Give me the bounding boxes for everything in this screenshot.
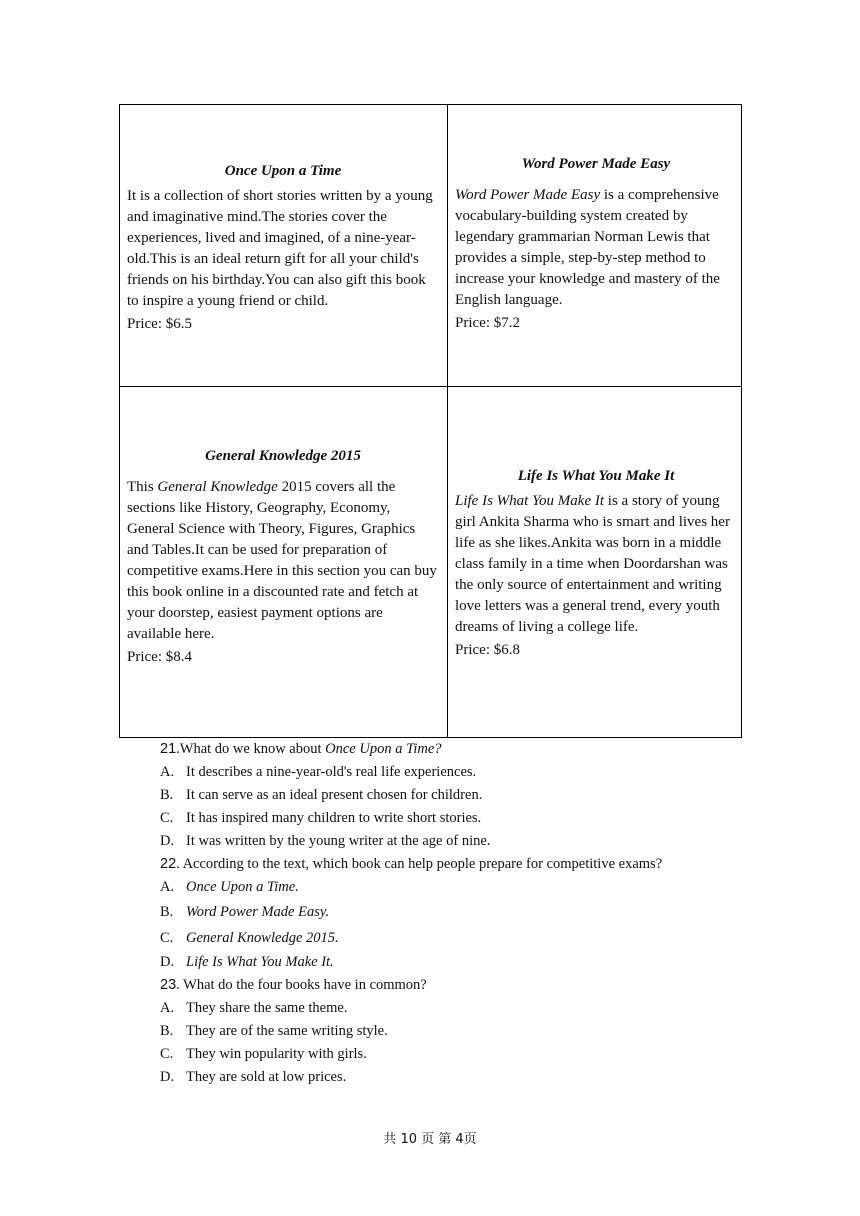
book-description-text: is a story of young girl Ankita Sharma who is smart and lives her life as she likes.Ankita was born in a middle class family in a time when Doordarshan was the only source of entertainment and writing love letters was a general trend, every youth dreams of living a college life.	[455, 493, 730, 635]
option-letter: C.	[160, 810, 174, 826]
book-title: Once Upon a Time	[224, 163, 342, 179]
book-cell-word-power-made-easy	[455, 154, 737, 334]
book-description	[455, 491, 737, 638]
book-cell-once-upon-a-time	[127, 161, 439, 335]
answer-option[interactable]	[160, 1020, 760, 1043]
option-letter: C.	[160, 930, 174, 946]
answer-option[interactable]	[160, 997, 760, 1020]
question-stem	[160, 738, 760, 761]
answer-option[interactable]	[160, 925, 760, 951]
option-text: They win popularity with girls.	[186, 1046, 367, 1062]
book-title: Life Is What You Make It	[517, 468, 675, 484]
answer-option[interactable]	[160, 951, 760, 974]
option-text: It was written by the young writer at the age of nine.	[186, 833, 491, 849]
option-letter: D.	[160, 833, 175, 849]
book-title-inline: General Knowledge	[157, 479, 278, 495]
book-description-text: 2015 covers all the sections like History, Geography, Economy, General Science with Theory, Figures, Graphics and Tables.It can be used for preparation of competitive exams.Here in this section you can buy this book online in a discounted rate and fetch at your doorstep, easiest payment options are available here.	[127, 479, 437, 642]
option-text: They are sold at low prices.	[186, 1069, 347, 1085]
option-text: Life Is What You Make It.	[186, 954, 334, 970]
question-text-italic: Once Upon a Time?	[325, 741, 442, 757]
answer-option[interactable]	[160, 1043, 760, 1066]
option-letter: B.	[160, 787, 174, 803]
question-text: . What do the four books have in common?	[176, 977, 427, 993]
option-letter: D.	[160, 1069, 175, 1085]
book-cell-life-is-what-you-make-it	[455, 466, 737, 661]
option-text: Word Power Made Easy.	[186, 904, 330, 920]
answer-option[interactable]	[160, 830, 760, 853]
question-text: .What do we know about	[176, 741, 326, 757]
question-stem	[160, 974, 760, 997]
question-list	[160, 738, 760, 1089]
option-letter: A.	[160, 764, 175, 780]
option-text: They share the same theme.	[186, 1000, 348, 1016]
book-price: Price: $6.8	[455, 642, 520, 658]
table-divider-vertical	[447, 105, 448, 737]
question-text: . According to the text, which book can help people prepare for competitive exams?	[176, 856, 663, 872]
book-price: Price: $8.4	[127, 649, 192, 665]
option-text: It has inspired many children to write short stories.	[186, 810, 482, 826]
question-number: 23	[160, 977, 177, 993]
answer-option[interactable]	[160, 807, 760, 830]
question-stem	[160, 853, 760, 876]
book-price: Price: $7.2	[455, 315, 520, 331]
book-table	[119, 104, 742, 738]
answer-option[interactable]	[160, 761, 760, 784]
book-description-text: is a comprehensive vocabulary-building system created by legendary grammarian Norman Lewis that provides a simple, step-by-step method to increase your knowledge and mastery of the English language.	[455, 187, 720, 308]
option-text: Once Upon a Time.	[186, 879, 299, 895]
book-cell-general-knowledge	[127, 446, 439, 668]
answer-option[interactable]	[160, 876, 760, 899]
book-title: Word Power Made Easy	[521, 156, 671, 172]
option-text: It describes a nine-year-old's real life experiences.	[186, 764, 477, 780]
answer-option[interactable]	[160, 899, 760, 925]
book-description	[127, 477, 439, 645]
book-description	[455, 185, 737, 311]
option-letter: B.	[160, 1023, 174, 1039]
book-title-inline: Word Power Made Easy	[455, 187, 601, 203]
question-number: 22	[160, 856, 177, 872]
answer-option[interactable]	[160, 784, 760, 807]
table-divider-horizontal	[120, 386, 741, 387]
option-text: They are of the same writing style.	[186, 1023, 388, 1039]
question-number: 21	[160, 741, 177, 757]
option-letter: C.	[160, 1046, 174, 1062]
book-title: General Knowledge 2015	[205, 448, 361, 464]
book-price: Price: $6.5	[127, 316, 192, 332]
option-letter: D.	[160, 954, 175, 970]
option-letter: A.	[160, 879, 175, 895]
answer-option[interactable]	[160, 1066, 760, 1089]
book-title-inline: Life Is What You Make It	[455, 493, 605, 509]
book-description-prefix: This	[127, 479, 158, 495]
option-letter: A.	[160, 1000, 175, 1016]
option-text: It can serve as an ideal present chosen for children.	[186, 787, 483, 803]
option-letter: B.	[160, 904, 174, 920]
book-description: It is a collection of short stories written by a young and imaginative mind.The stories cover the experiences, lived and imagined, of a nine-year-old.This is an ideal return gift for all your child's friends on his birthday.You can also gift this book to inspire a young friend or child.	[127, 188, 433, 309]
page-footer: 共 10 页 第 4页	[383, 1132, 477, 1147]
option-text: General Knowledge 2015.	[186, 930, 339, 946]
